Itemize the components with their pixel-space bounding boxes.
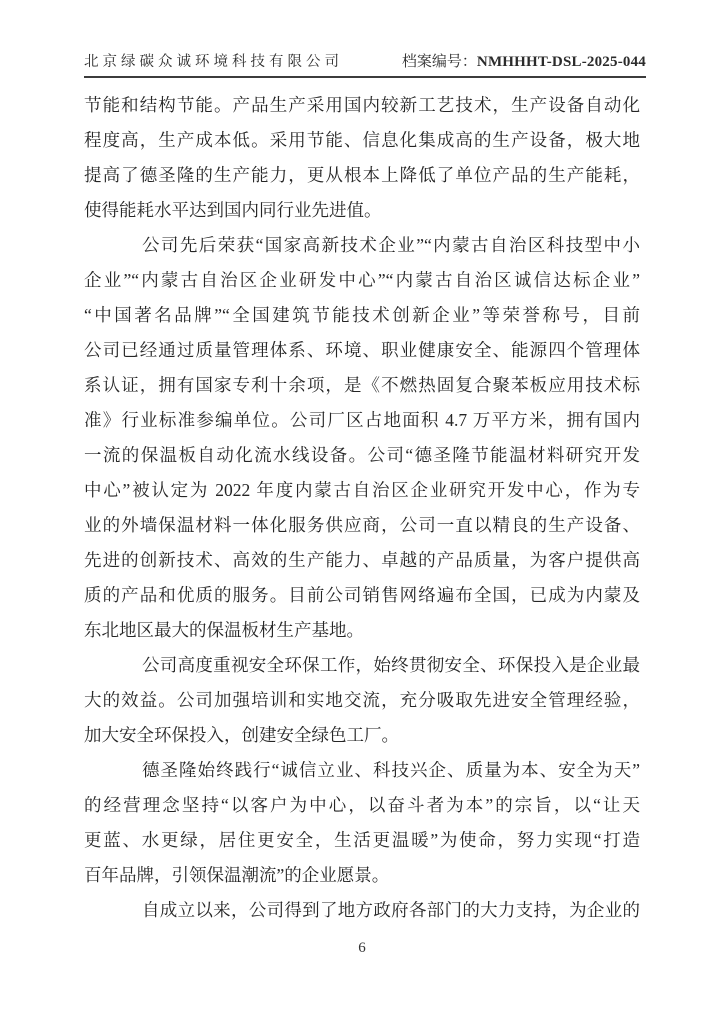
text-line: 自成立以来，公司得到了地方政府各部门的大力支持，为企业的 [142,900,640,920]
document-body [84,88,640,928]
archive-code: NMHHHT-DSL-2025-044 [476,54,646,70]
text-line: 先进的创新技术、高效的生产能力、卓越的产品质量，为客户提供高 [84,550,640,570]
text-line: 系认证，拥有国家专利十余项，是《不燃热固复合聚苯板应用技术标 [84,375,640,395]
text-line: 提高了德圣隆的生产能力，更从根本上降低了单位产品的生产能耗， [84,165,640,185]
text-line: 企业”“内蒙古自治区企业研发中心”“内蒙古自治区诚信达标企业” [84,270,640,290]
text-line: 业的外墙保温材料一体化服务供应商，公司一直以精良的生产设备、 [84,515,640,535]
text-line: 节能和结构节能。产品生产采用国内较新工艺技术，生产设备自动化 [84,95,640,115]
text-line: 德圣隆始终践行“诚信立业、科技兴企、质量为本、安全为天” [142,760,640,780]
text-line: 的经营理念坚持“以客户为中心，以奋斗者为本”的宗旨，以“让天 [84,795,640,815]
text-line: 更蓝、水更绿，居住更安全，生活更温暖”为使命，努力实现“打造 [84,830,640,850]
text-line: 大的效益。公司加强培训和实地交流，充分吸取先进安全管理经验， [84,690,640,710]
text-line: 公司先后荣获“国家高新技术企业”“内蒙古自治区科技型中小 [142,235,640,255]
page-footer [0,940,724,957]
header-divider [84,76,646,78]
text-line: 加大安全环保投入，创建安全绿色工厂。 [84,725,399,745]
text-line: 百年品牌，引领保温潮流”的企业愿景。 [84,865,390,885]
text-line: 质的产品和优质的服务。目前公司销售网络遍布全国，已成为内蒙及 [84,585,640,605]
archive-label: 档案编号： [401,54,477,70]
page-number: 6 [358,940,366,956]
text-line: 准》行业标准参编单位。公司厂区占地面积 4.7 万平方米，拥有国内 [84,410,640,430]
text-line: 东北地区最大的保温板材生产基地。 [84,620,364,640]
text-line: 使得能耗水平达到国内同行业先进值。 [84,200,382,220]
text-line: 公司高度重视安全环保工作，始终贯彻安全、环保投入是企业最 [142,655,640,675]
page-header [84,50,646,71]
text-line: “中国著名品牌”“全国建筑节能技术创新企业”等荣誉称号，目前 [84,305,640,325]
text-line: 中心”被认定为 2022 年度内蒙古自治区企业研究开发中心，作为专 [84,480,640,500]
text-line: 一流的保温板自动化流水线设备。公司“德圣隆节能温材料研究开发 [84,445,640,465]
company-name: 北京绿碳众诚环境科技有限公司 [84,54,343,70]
archive-number [402,50,646,71]
text-line: 公司已经通过质量管理体系、环境、职业健康安全、能源四个管理体 [84,340,640,360]
text-line: 程度高，生产成本低。采用节能、信息化集成高的生产设备，极大地 [84,130,640,150]
